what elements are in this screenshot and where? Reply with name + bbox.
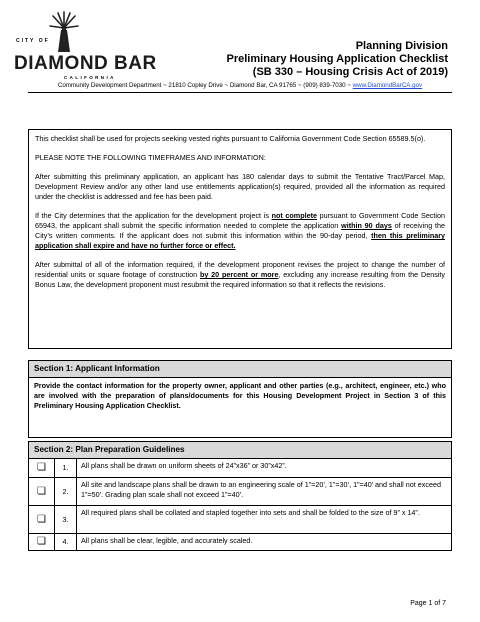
- intro-paragraph-4: [35, 211, 445, 251]
- intro-paragraph-3: After submitting this preliminary application, an applicant has 180 calendar days to submit the Tentative Tract/Parcel Map, Development Review and/or any other land use entitlements application(s) required, provided all the information as required under the checklist is addressed and fee has been paid.: [35, 172, 445, 201]
- p4-emphasis-not-complete: not complete: [271, 211, 317, 220]
- p4-text-c: pursuant to Government Code Section 65943, the applicant shall submit the specific information needed to complete the application: [35, 211, 445, 230]
- division-name: Planning Division: [355, 40, 448, 52]
- item-text: All plans shall be clear, legible, and accurately scaled.: [77, 534, 452, 551]
- intro-box: [28, 129, 452, 349]
- item-number: 2.: [55, 478, 77, 506]
- checklist-row: [29, 506, 452, 534]
- section-2-table: [28, 441, 452, 551]
- website-link[interactable]: www.DiamondBarCA.gov: [352, 82, 423, 89]
- item-number: 3.: [55, 506, 77, 534]
- contact-line: [0, 82, 480, 89]
- intro-paragraph-1: This checklist shall be used for projects seeking vested rights pursuant to California Government Code Section 65589.5(o).: [35, 134, 426, 143]
- header-divider: [28, 92, 452, 93]
- page-number: Page 1 of 7: [410, 600, 446, 607]
- p4-emphasis-90-days: within 90 days: [341, 221, 392, 230]
- windmill-icon: [48, 10, 80, 52]
- checkbox-icon[interactable]: ❏: [29, 478, 55, 506]
- section-2-heading: Section 2: Plan Preparation Guidelines: [29, 442, 452, 459]
- document-title: Preliminary Housing Application Checklist: [226, 53, 448, 65]
- city-logo: [14, 10, 157, 80]
- document-titles: [227, 40, 448, 79]
- item-text: All required plans shall be collated and stapled together into sets and shall be folded to the size of 9” x 14”.: [77, 506, 452, 534]
- logo-city-name: DIAMOND BAR: [14, 53, 157, 74]
- p5-text-c: , excluding any increase resulting from the Density Bonus Law, the development proponent must resubmit the required information so that it reflects the revisions.: [35, 270, 445, 289]
- checkbox-icon[interactable]: ❏: [29, 459, 55, 478]
- item-number: 1.: [55, 459, 77, 478]
- checklist-row: [29, 478, 452, 506]
- contact-text: Community Development Department ~ 21810 Copley Drive ~ Diamond Bar, CA 91765 ~ (909) 839-7030 ~: [57, 82, 353, 89]
- p4-text-a: If the City determines that the application for the development project is: [35, 211, 272, 220]
- p4-text-e: of receiving the City’s written comments. If the applicant does not submit this information within the 90-day period,: [35, 221, 445, 240]
- item-number: 4.: [55, 534, 77, 551]
- logo-city-of: CITY OF: [16, 38, 50, 44]
- section-1-text: Provide the contact information for the property owner, applicant and other parties (e.g., architect, engineer, etc.) who are involved with the preparation of plans/documents for this Housing Development Project in Section 3 of this Preliminary Housing Application Checklist.: [29, 378, 452, 438]
- p5-text-a: After submittal of all of the information required, if the development proponent revises the project to change the number of residential units or square footage of construction: [35, 260, 445, 279]
- intro-paragraph-2: PLEASE NOTE THE FOLLOWING TIMEFRAMES AND INFORMATION:: [35, 153, 266, 162]
- document-subtitle: (SB 330 – Housing Crisis Act of 2019): [252, 66, 448, 78]
- checklist-row: [29, 534, 452, 551]
- item-text: All plans shall be drawn on uniform sheets of 24”x36” or 30”x42”.: [77, 459, 452, 478]
- section-1-heading: Section 1: Applicant Information: [29, 361, 452, 378]
- item-text: All site and landscape plans shall be drawn to an engineering scale of 1”=20’, 1”=30’, 1”=40’ and shall not exceed 1”=50’. Grading plan scale shall not exceed 1”=40’.: [77, 478, 452, 506]
- checkbox-icon[interactable]: ❏: [29, 534, 55, 551]
- checkbox-icon[interactable]: ❏: [29, 506, 55, 534]
- section-1-table: [28, 360, 452, 438]
- page-header: [0, 0, 480, 100]
- checklist-row: [29, 459, 452, 478]
- p4-emphasis-expire: then this preliminary application shall expire and have no further force or effect.: [35, 231, 445, 250]
- intro-paragraph-5: [35, 260, 445, 290]
- p5-emphasis-20-percent: by 20 percent or more: [199, 270, 279, 279]
- logo-state: CALIFORNIA: [64, 75, 116, 80]
